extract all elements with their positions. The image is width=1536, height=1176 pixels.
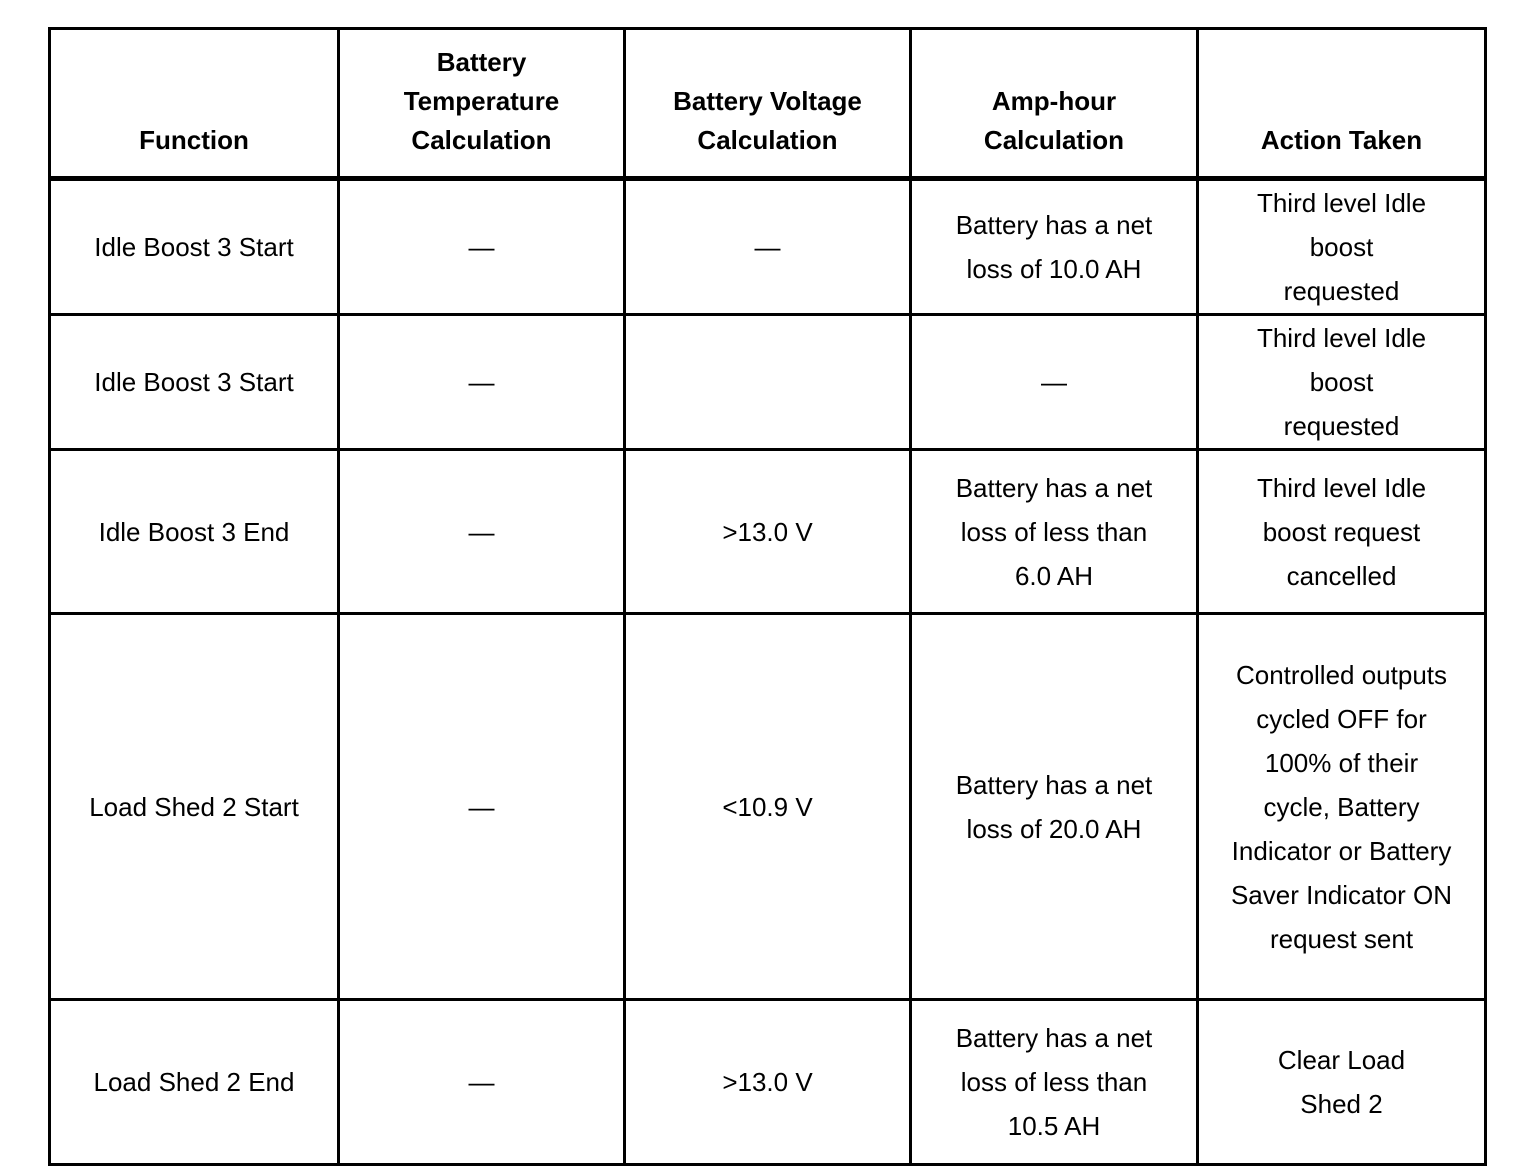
header-amp-hour bbox=[911, 29, 1198, 179]
table-row bbox=[50, 1000, 1486, 1165]
table-row bbox=[50, 450, 1486, 614]
cell-temperature: — bbox=[339, 614, 625, 1000]
header-battery-temperature bbox=[339, 29, 625, 179]
cell-amp-hour: Battery has a net loss of 10.0 AH bbox=[911, 179, 1198, 315]
table-row bbox=[50, 179, 1486, 315]
header-action-taken: Action Taken bbox=[1198, 29, 1486, 179]
header-battery-voltage-label: Battery Voltage Calculation bbox=[673, 86, 862, 155]
cell-amp-hour: — bbox=[911, 315, 1198, 450]
cell-action: Third level Idle boost request cancelled bbox=[1198, 450, 1486, 614]
header-battery-temperature-label: Battery Temperature Calculation bbox=[403, 47, 560, 155]
cell-temperature: — bbox=[339, 179, 625, 315]
cell-function: Idle Boost 3 Start bbox=[50, 315, 339, 450]
cell-action: Third level Idle boost requested bbox=[1198, 179, 1486, 315]
cell-function: Load Shed 2 Start bbox=[50, 614, 339, 1000]
cell-voltage: >13.0 V bbox=[625, 450, 911, 614]
cell-function: Load Shed 2 End bbox=[50, 1000, 339, 1165]
cell-voltage: — bbox=[625, 179, 911, 315]
cell-action: Third level Idle boost requested bbox=[1198, 315, 1486, 450]
cell-voltage: <10.9 V bbox=[625, 614, 911, 1000]
cell-function: Idle Boost 3 End bbox=[50, 450, 339, 614]
table-row bbox=[50, 614, 1486, 1000]
cell-amp-hour: Battery has a net loss of 20.0 AH bbox=[911, 614, 1198, 1000]
table-row bbox=[50, 315, 1486, 450]
header-amp-hour-label: Amp-hour Calculation bbox=[983, 86, 1125, 155]
cell-temperature: — bbox=[339, 450, 625, 614]
cell-voltage bbox=[625, 315, 911, 450]
cell-action: Clear Load Shed 2 bbox=[1198, 1000, 1486, 1165]
cell-temperature: — bbox=[339, 315, 625, 450]
cell-temperature: — bbox=[339, 1000, 625, 1165]
battery-function-table bbox=[48, 27, 1487, 1166]
cell-action: Controlled outputs cycled OFF for 100% of their cycle, Battery Indicator or Battery Saver Indicator ON request sent bbox=[1198, 614, 1486, 1000]
header-battery-voltage bbox=[625, 29, 911, 179]
cell-function: Idle Boost 3 Start bbox=[50, 179, 339, 315]
header-function: Function bbox=[50, 29, 339, 179]
cell-amp-hour: Battery has a net loss of less than 10.5 AH bbox=[911, 1000, 1198, 1165]
header-row bbox=[50, 29, 1486, 179]
cell-voltage: >13.0 V bbox=[625, 1000, 911, 1165]
cell-amp-hour: Battery has a net loss of less than 6.0 AH bbox=[911, 450, 1198, 614]
